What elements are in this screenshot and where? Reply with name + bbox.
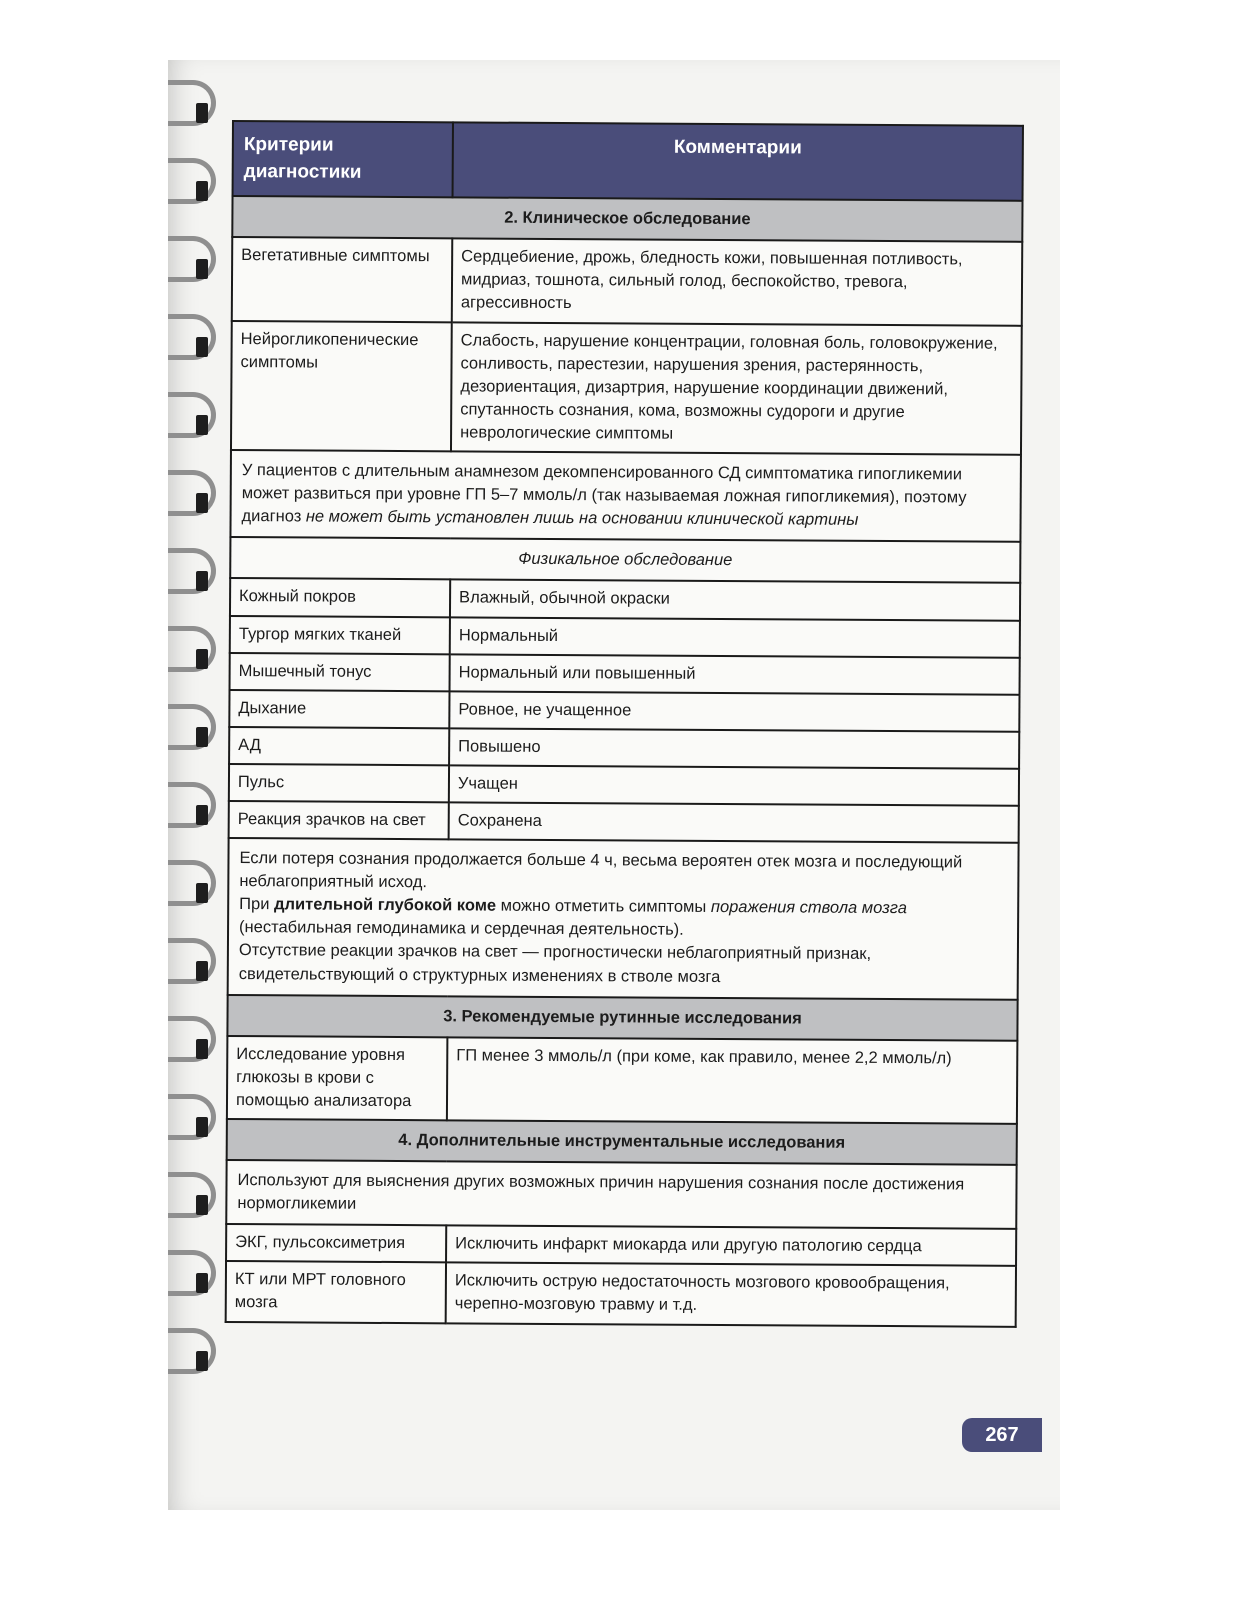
table-row (231, 321, 1022, 455)
header-criteria: Критерии диагностики (233, 121, 453, 198)
comment-cell: Нормальный (450, 617, 1020, 658)
note-row (228, 838, 1019, 999)
subsection-row (230, 537, 1020, 583)
criterion-cell: АД (229, 727, 449, 765)
spiral-binding (168, 60, 228, 1440)
criterion-cell: Мышечный тонус (230, 653, 450, 691)
criterion-cell: ЭКГ, пульсоксиметрия (226, 1224, 446, 1262)
note-text: У пациентов с длительным анамнезом декомпенсированного СД симптоматика гипогликемии может развиться при уровне ГП 5–7 ммоль/л (так называемая ложная гипогликемия), поэтому диагноз (241, 461, 967, 526)
spiral-coil (168, 314, 216, 360)
note-text: можно отметить симптомы (496, 896, 711, 917)
note-text: (нестабильная гемодинамика и сердечная деятельность). (239, 918, 684, 940)
table-row (230, 653, 1020, 695)
criterion-cell: Вегетативные симптомы (232, 237, 453, 322)
spiral-coil (168, 1016, 216, 1062)
physical-note-cell (228, 838, 1019, 999)
table-row (229, 801, 1019, 843)
comment-cell: Ровное, не учащенное (449, 691, 1019, 732)
table-row (230, 615, 1020, 657)
spiral-coil (168, 1250, 216, 1296)
page-number: 267 (962, 1418, 1042, 1452)
spiral-coil (168, 1328, 216, 1374)
spiral-coil (168, 1094, 216, 1140)
comment-cell: Нормальный или повышенный (450, 654, 1020, 695)
criterion-cell: Тургор мягких тканей (230, 615, 450, 653)
spiral-coil (168, 470, 216, 516)
spiral-coil (168, 938, 216, 984)
comment-cell: Повышено (449, 728, 1019, 769)
spiral-coil (168, 158, 216, 204)
comment-cell: Слабость, нарушение концентрации, головная боль, головокружение, сонливость, парестезии, нарушения зрения, растерянность, дезориентация, дизартрия, нарушение координации движений, спутанность сознания, кома, возможны судороги и другие неврологические симптомы (451, 322, 1022, 455)
spiral-coil (168, 704, 216, 750)
note-italic: поражения ствола мозга (710, 898, 907, 918)
comment-cell: Сохранена (449, 802, 1019, 843)
spiral-coil (168, 548, 216, 594)
note-italic: не может быть установлен лишь на основании клинической картины (305, 507, 859, 530)
comment-cell: Исключить инфаркт миокарда или другую патологию сердца (446, 1226, 1016, 1267)
section-title: 4. Дополнительные инструментальные исследования (227, 1119, 1017, 1165)
note-row (226, 1160, 1016, 1229)
criterion-cell: Реакция зрачков на свет (229, 801, 449, 839)
table-row (229, 727, 1019, 769)
section-row (232, 196, 1022, 242)
comment-cell: Исключить острую недостаточность мозгового кровообращения, черепно-мозговую травму и т.д. (446, 1263, 1016, 1327)
table-row (226, 1224, 1016, 1266)
spiral-coil (168, 236, 216, 282)
section-title: 3. Рекомендуемые рутинные исследования (227, 995, 1017, 1041)
criterion-cell: Пульс (229, 764, 449, 802)
spiral-coil (168, 1172, 216, 1218)
section-row (227, 1119, 1017, 1165)
note-cell (230, 450, 1021, 542)
spiral-coil (168, 782, 216, 828)
header-comments: Комментарии (453, 122, 1023, 201)
criterion-cell: Исследование уровня глюкозы в крови с помощью анализатора (227, 1036, 448, 1121)
table-row (232, 237, 1022, 325)
table-row (230, 578, 1020, 620)
section-row (227, 995, 1017, 1041)
note-paragraph (239, 893, 1007, 944)
spiral-coil (168, 626, 216, 672)
criterion-cell: Кожный покров (230, 578, 450, 616)
note-row (230, 450, 1021, 542)
note-cell: Используют для выяснения других возможных причин нарушения сознания после достижения нормогликемии (226, 1160, 1016, 1229)
diagnostics-table (225, 120, 1024, 1327)
section-title: 2. Клиническое обследование (232, 196, 1022, 242)
note-paragraph: Если потеря сознания продолжается больше 4 ч, весьма вероятен отек мозга и последующий неблагоприятный исход. (239, 849, 963, 892)
note-bold: длительной глубокой коме (273, 895, 497, 915)
comment-cell: Сердцебиение, дрожь, бледность кожи, повышенная потливость, мидриаз, тошнота, сильный голод, беспокойство, тревога, агрессивность (452, 239, 1022, 326)
spiral-coil (168, 392, 216, 438)
comment-cell: Влажный, обычной окраски (450, 580, 1020, 621)
spiral-coil (168, 80, 216, 126)
criterion-cell: КТ или МРТ головного мозга (226, 1261, 446, 1323)
table-row (229, 764, 1019, 806)
subsection-title: Физикальное обследование (230, 537, 1020, 583)
note-paragraph: Отсутствие реакции зрачков на свет — прогностически неблагоприятный признак, свидетельствующий о структурных изменениях в стволе мозга (238, 941, 872, 986)
comment-cell: ГП менее 3 ммоль/л (при коме, как правило, менее 2,2 ммоль/л) (447, 1037, 1017, 1124)
table-header-row (233, 121, 1023, 201)
note-text: При (239, 895, 275, 914)
criterion-cell: Нейрогликопенические симптомы (231, 321, 452, 452)
table-row (229, 690, 1019, 732)
spiral-coil (168, 860, 216, 906)
criterion-cell: Дыхание (229, 690, 449, 728)
table-row (226, 1261, 1016, 1326)
table-row (227, 1036, 1017, 1124)
comment-cell: Учащен (449, 765, 1019, 806)
